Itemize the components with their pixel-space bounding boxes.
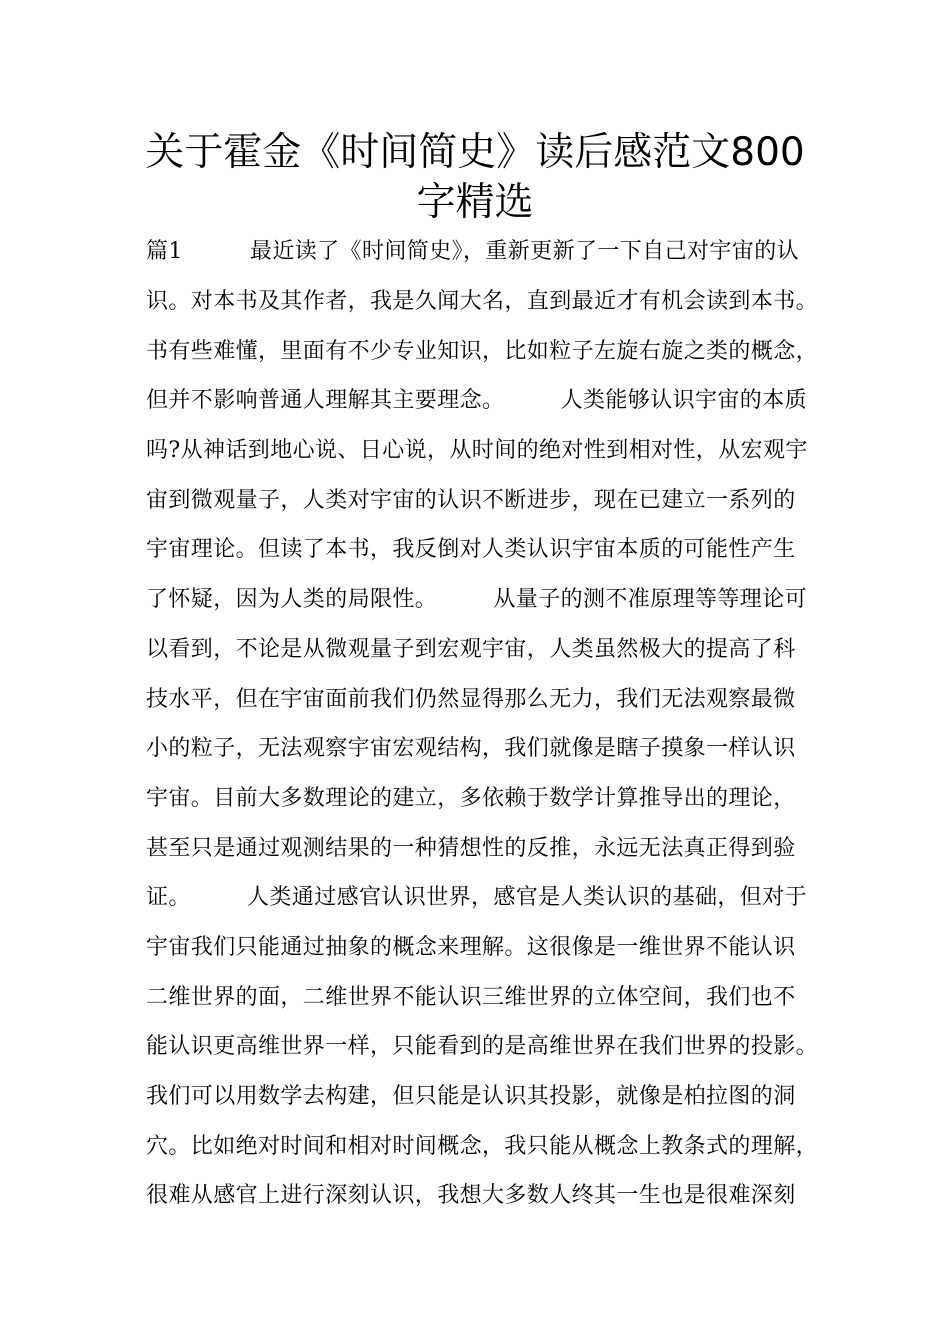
body-line: 我们可以用数学去构建，但只能是认识其投影，就像是柏拉图的洞 [146, 1084, 796, 1109]
body-line: 证。 人类通过感官认识世界，感官是人类认识的基础，但对于 [146, 885, 808, 910]
body-line: 宙到微观量子，人类对宇宙的认识不断进步，现在已建立一系列的 [146, 488, 796, 513]
body-line: 二维世界的面，二维世界不能认识三维世界的立体空间，我们也不 [146, 985, 796, 1010]
body-line: 篇1 最近读了《时间简史》，重新更新了一下自己对宇宙的认 [146, 239, 799, 264]
title-line-1: 关于霍金《时间简史》读后感范文800 [145, 130, 805, 175]
body-line: 宇宙理论。但读了本书，我反倒对人类认识宇宙本质的可能性产生 [146, 537, 796, 562]
body-line: 很难从感官上进行深刻认识，我想大多数人终其一生也是很难深刻 [146, 1183, 796, 1208]
body-line: 书有些难懂，里面有不少专业知识，比如粒子左旋右旋之类的概念， [146, 339, 819, 364]
body-line: 能认识更高维世界一样，只能看到的是高维世界在我们世界的投影。 [146, 1034, 819, 1059]
body-line: 技水平，但在宇宙面前我们仍然显得那么无力，我们无法观察最微 [146, 687, 796, 712]
document-title [120, 128, 830, 228]
body-line: 识。对本书及其作者，我是久闻大名，直到最近才有机会读到本书。 [146, 289, 819, 314]
body-line: 但并不影响普通人理解其主要理念。 人类能够认识宇宙的本质 [146, 388, 808, 413]
title-line-2: 字精选 [416, 180, 534, 225]
body-line: 吗?从神话到地心说、日心说，从时间的绝对性到相对性，从宏观宇 [146, 438, 808, 463]
body-line: 宇宙我们只能通过抽象的概念来理解。这很像是一维世界不能认识 [146, 935, 796, 960]
body-line: 甚至只是通过观测结果的一种猜想性的反推，永远无法真正得到验 [146, 836, 796, 861]
body-line: 小的粒子，无法观察宇宙宏观结构，我们就像是瞎子摸象一样认识 [146, 736, 796, 761]
body-line: 穴。比如绝对时间和相对时间概念，我只能从概念上教条式的理解， [146, 1134, 819, 1159]
body-line: 以看到，不论是从微观量子到宏观宇宙，人类虽然极大的提高了科 [146, 637, 796, 662]
body-line: 宇宙。目前大多数理论的建立，多依赖于数学计算推导出的理论， [146, 786, 796, 811]
body-line: 了怀疑，因为人类的局限性。 从量子的测不准原理等等理论可 [146, 587, 808, 612]
